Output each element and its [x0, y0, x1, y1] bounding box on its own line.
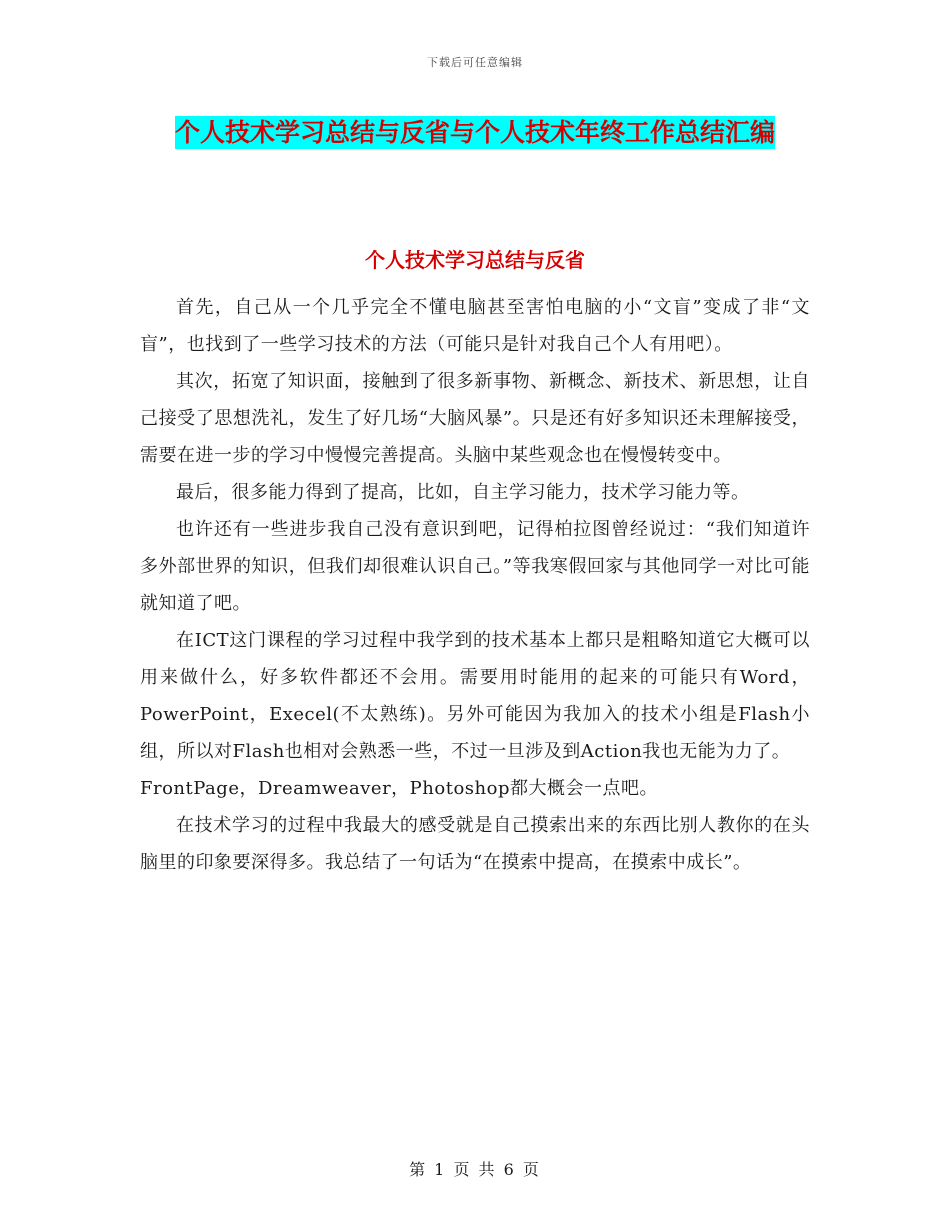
paragraph-3: 最后，很多能力得到了提高，比如，自主学习能力，技术学习能力等。: [176, 482, 750, 503]
paragraph-4: 也许还有一些进步我自己没有意识到吧，记得柏拉图曾经说过：“我们知道许多外部世界的知识，但我们却很难认识自己。”等我寒假回家与其他同学一对比可能就知道了吧。: [140, 519, 810, 614]
paragraph-6: FrontPage，Dreamweaver，Photoshop都大概会一点吧。: [140, 778, 658, 799]
document-title: [140, 110, 810, 155]
document-title-text: 个人技术学习总结与反省与个人技术年终工作总结汇编: [174, 118, 775, 147]
paragraph-5: 在ICT这门课程的学习过程中我学到的技术基本上都只是粗略知道它大概可以用来做什么，好多软件都还不会用。需要用时能用的起来的可能只有Word，PowerPoint，Execel(不太熟练)。另外可能因为我加入的技术小组是Flash小组，所以对Flash也相对会熟悉一些，不过一旦涉及到Action我也无能为力了。: [140, 630, 810, 762]
page-footer: 第 1 页 共 6 页: [409, 1160, 541, 1179]
section-title: 个人技术学习总结与反省: [365, 248, 585, 272]
document-body: [140, 289, 810, 881]
paragraph-2: 其次，拓宽了知识面，接触到了很多新事物、新概念、新技术、新思想，让自己接受了思想洗礼，发生了好几场“大脑风暴”。只是还有好多知识还未理解接受，需要在进一步的学习中慢慢完善提高。头脑中某些观念也在慢慢转变中。: [140, 371, 810, 466]
paragraph-1: 首先，自己从一个几乎完全不懂电脑甚至害怕电脑的小“文盲”变成了非“文盲”，也找到了一些学习技术的方法（可能只是针对我自己个人有用吧）。: [140, 297, 810, 355]
header-note: 下载后可任意编辑: [427, 56, 523, 69]
paragraph-7: 在技术学习的过程中我最大的感受就是自己摸索出来的东西比别人教你的在头脑里的印象要深得多。我总结了一句话为“在摸索中提高，在摸索中成长”。: [140, 815, 810, 873]
